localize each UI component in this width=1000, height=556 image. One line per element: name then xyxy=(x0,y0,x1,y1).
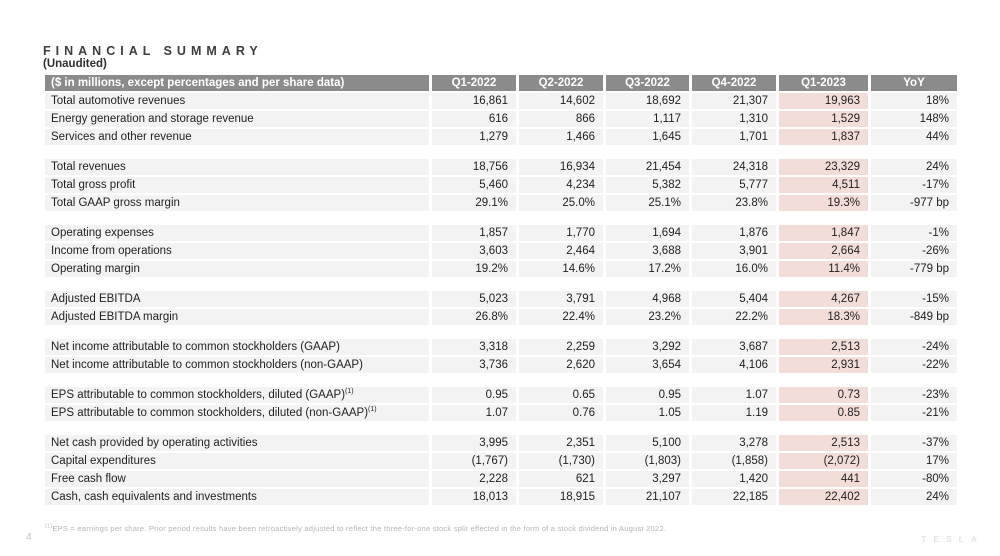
cell: 2,228 xyxy=(432,471,516,487)
cell: 24% xyxy=(871,489,957,505)
cell: 19.2% xyxy=(432,261,516,277)
cell: 1,857 xyxy=(432,225,516,241)
table-row xyxy=(45,225,957,241)
cell: 18,013 xyxy=(432,489,516,505)
table-row xyxy=(45,435,957,451)
cell: 5,382 xyxy=(606,177,689,193)
cell: 23.8% xyxy=(692,195,776,211)
cell: 0.65 xyxy=(519,387,603,403)
cell: 21,107 xyxy=(606,489,689,505)
spacer-row xyxy=(45,279,957,289)
cell: 621 xyxy=(519,471,603,487)
cell: 1,310 xyxy=(692,111,776,127)
cell: 1,694 xyxy=(606,225,689,241)
cell: -849 bp xyxy=(871,309,957,325)
cell: 3,278 xyxy=(692,435,776,451)
spacer-row xyxy=(45,327,957,337)
cell: 2,259 xyxy=(519,339,603,355)
table-row xyxy=(45,471,957,487)
cell: 2,464 xyxy=(519,243,603,259)
row-label: Net income attributable to common stockholders (GAAP) xyxy=(45,339,429,355)
row-label: Adjusted EBITDA margin xyxy=(45,309,429,325)
row-label: Capital expenditures xyxy=(45,453,429,469)
table-header-yoy: YoY xyxy=(871,75,957,91)
cell: 1,420 xyxy=(692,471,776,487)
cell: 2,513 xyxy=(779,435,868,451)
cell: 1.07 xyxy=(432,405,516,421)
cell: 21,307 xyxy=(692,93,776,109)
cell: 3,603 xyxy=(432,243,516,259)
cell: 1.07 xyxy=(692,387,776,403)
table-row xyxy=(45,387,957,403)
cell: 26.8% xyxy=(432,309,516,325)
cell: 2,664 xyxy=(779,243,868,259)
row-label: EPS attributable to common stockholders, diluted (GAAP)$^{(1)}$ xyxy=(45,387,429,403)
footnote xyxy=(45,524,666,533)
spacer-row xyxy=(45,423,957,433)
cell: 1,466 xyxy=(519,129,603,145)
table-row xyxy=(45,309,957,325)
cell: 3,791 xyxy=(519,291,603,307)
cell: -23% xyxy=(871,387,957,403)
cell: 2,620 xyxy=(519,357,603,373)
cell: -26% xyxy=(871,243,957,259)
cell: -37% xyxy=(871,435,957,451)
cell: 4,234 xyxy=(519,177,603,193)
cell: 18,756 xyxy=(432,159,516,175)
row-label: Operating expenses xyxy=(45,225,429,241)
cell: 17% xyxy=(871,453,957,469)
cell: 14.6% xyxy=(519,261,603,277)
row-label: Net cash provided by operating activities xyxy=(45,435,429,451)
cell: 18.3% xyxy=(779,309,868,325)
footnote-superscript: (1) xyxy=(45,523,53,530)
table-row xyxy=(45,243,957,259)
cell: 5,100 xyxy=(606,435,689,451)
cell: 5,460 xyxy=(432,177,516,193)
cell: 2,931 xyxy=(779,357,868,373)
cell: 616 xyxy=(432,111,516,127)
cell: 24,318 xyxy=(692,159,776,175)
cell: 5,777 xyxy=(692,177,776,193)
row-label: Operating margin xyxy=(45,261,429,277)
cell: 1,876 xyxy=(692,225,776,241)
row-label: Total revenues xyxy=(45,159,429,175)
cell: 1,279 xyxy=(432,129,516,145)
cell: 2,351 xyxy=(519,435,603,451)
cell: 3,688 xyxy=(606,243,689,259)
cell: -22% xyxy=(871,357,957,373)
cell: 2,513 xyxy=(779,339,868,355)
table-row xyxy=(45,177,957,193)
row-label: Total GAAP gross margin xyxy=(45,195,429,211)
cell: 18,915 xyxy=(519,489,603,505)
cell: 19.3% xyxy=(779,195,868,211)
spacer-row xyxy=(45,375,957,385)
cell: 1,847 xyxy=(779,225,868,241)
footnote-text: EPS = earnings per share. Prior period results have been retroactively adjusted to reflect the three-for-one stock split effected in the form of a stock dividend in August 2022. xyxy=(52,524,667,533)
cell: 0.76 xyxy=(519,405,603,421)
cell: 0.95 xyxy=(432,387,516,403)
table-row xyxy=(45,261,957,277)
cell: 148% xyxy=(871,111,957,127)
cell: 3,687 xyxy=(692,339,776,355)
cell: 11.4% xyxy=(779,261,868,277)
cell: -977 bp xyxy=(871,195,957,211)
tesla-logo: TESLA xyxy=(921,534,984,544)
cell: -15% xyxy=(871,291,957,307)
row-label-superscript: (1) xyxy=(368,405,377,413)
table-header-q4-2022: Q4-2022 xyxy=(692,75,776,91)
row-label: Net income attributable to common stockholders (non-GAAP) xyxy=(45,357,429,373)
cell: 22.4% xyxy=(519,309,603,325)
cell: 29.1% xyxy=(432,195,516,211)
cell: 1,770 xyxy=(519,225,603,241)
cell: 0.85 xyxy=(779,405,868,421)
cell: 23,329 xyxy=(779,159,868,175)
cell: -80% xyxy=(871,471,957,487)
cell: 22,402 xyxy=(779,489,868,505)
cell: (1,767) xyxy=(432,453,516,469)
cell: 16,934 xyxy=(519,159,603,175)
cell: 0.95 xyxy=(606,387,689,403)
cell: 18,692 xyxy=(606,93,689,109)
cell: 3,995 xyxy=(432,435,516,451)
table-row xyxy=(45,291,957,307)
table-row xyxy=(45,129,957,145)
cell: 23.2% xyxy=(606,309,689,325)
cell: 25.0% xyxy=(519,195,603,211)
cell: 1,837 xyxy=(779,129,868,145)
table-row xyxy=(45,93,957,109)
cell: -1% xyxy=(871,225,957,241)
cell: 4,106 xyxy=(692,357,776,373)
cell: 5,404 xyxy=(692,291,776,307)
financial-summary-table xyxy=(42,73,960,507)
table-row xyxy=(45,453,957,469)
cell: -24% xyxy=(871,339,957,355)
cell: 3,297 xyxy=(606,471,689,487)
cell: 19,963 xyxy=(779,93,868,109)
cell: 5,023 xyxy=(432,291,516,307)
cell: 1,701 xyxy=(692,129,776,145)
cell: (1,858) xyxy=(692,453,776,469)
cell: 4,267 xyxy=(779,291,868,307)
table-header-q1-2022: Q1-2022 xyxy=(432,75,516,91)
cell: 25.1% xyxy=(606,195,689,211)
cell: 1.19 xyxy=(692,405,776,421)
spacer-row xyxy=(45,213,957,223)
cell: (1,803) xyxy=(606,453,689,469)
cell: 3,901 xyxy=(692,243,776,259)
row-label: Energy generation and storage revenue xyxy=(45,111,429,127)
table-row xyxy=(45,357,957,373)
row-label: Cash, cash equivalents and investments xyxy=(45,489,429,505)
cell: 3,654 xyxy=(606,357,689,373)
page-number: 4 xyxy=(26,532,32,543)
row-label: Free cash flow xyxy=(45,471,429,487)
table-row xyxy=(45,405,957,421)
table-header-q2-2022: Q2-2022 xyxy=(519,75,603,91)
cell: 3,736 xyxy=(432,357,516,373)
table-row xyxy=(45,489,957,505)
cell: 16,861 xyxy=(432,93,516,109)
cell: 1,117 xyxy=(606,111,689,127)
table-body xyxy=(45,93,957,505)
cell: 21,454 xyxy=(606,159,689,175)
row-label: Total gross profit xyxy=(45,177,429,193)
cell: 1,645 xyxy=(606,129,689,145)
table-row xyxy=(45,111,957,127)
cell: 4,511 xyxy=(779,177,868,193)
table-row xyxy=(45,159,957,175)
cell: -779 bp xyxy=(871,261,957,277)
spacer-row xyxy=(45,147,957,157)
cell: 14,602 xyxy=(519,93,603,109)
table-row xyxy=(45,195,957,211)
cell: 0.73 xyxy=(779,387,868,403)
row-label: Total automotive revenues xyxy=(45,93,429,109)
row-label: Adjusted EBITDA xyxy=(45,291,429,307)
cell: 22.2% xyxy=(692,309,776,325)
table-header-q1-2023: Q1-2023 xyxy=(779,75,868,91)
row-label: EPS attributable to common stockholders, diluted (non-GAAP)$^{(1)}$ xyxy=(45,405,429,421)
cell: 16.0% xyxy=(692,261,776,277)
page-title: FINANCIAL SUMMARY xyxy=(43,44,263,58)
row-label: Services and other revenue xyxy=(45,129,429,145)
cell: 1.05 xyxy=(606,405,689,421)
table-header-q3-2022: Q3-2022 xyxy=(606,75,689,91)
row-label-superscript: (1) xyxy=(345,387,354,395)
table-row xyxy=(45,339,957,355)
cell: -17% xyxy=(871,177,957,193)
cell: 1,529 xyxy=(779,111,868,127)
cell: 22,185 xyxy=(692,489,776,505)
page-subtitle: (Unaudited) xyxy=(43,58,107,70)
table-header-label: ($ in millions, except percentages and per share data) xyxy=(45,75,429,91)
cell: (1,730) xyxy=(519,453,603,469)
cell: 3,318 xyxy=(432,339,516,355)
cell: 3,292 xyxy=(606,339,689,355)
cell: 18% xyxy=(871,93,957,109)
cell: 441 xyxy=(779,471,868,487)
cell: 44% xyxy=(871,129,957,145)
cell: 866 xyxy=(519,111,603,127)
row-label: Income from operations xyxy=(45,243,429,259)
cell: 24% xyxy=(871,159,957,175)
cell: 17.2% xyxy=(606,261,689,277)
cell: -21% xyxy=(871,405,957,421)
table-header-row xyxy=(45,75,957,91)
cell: 4,968 xyxy=(606,291,689,307)
cell: (2,072) xyxy=(779,453,868,469)
